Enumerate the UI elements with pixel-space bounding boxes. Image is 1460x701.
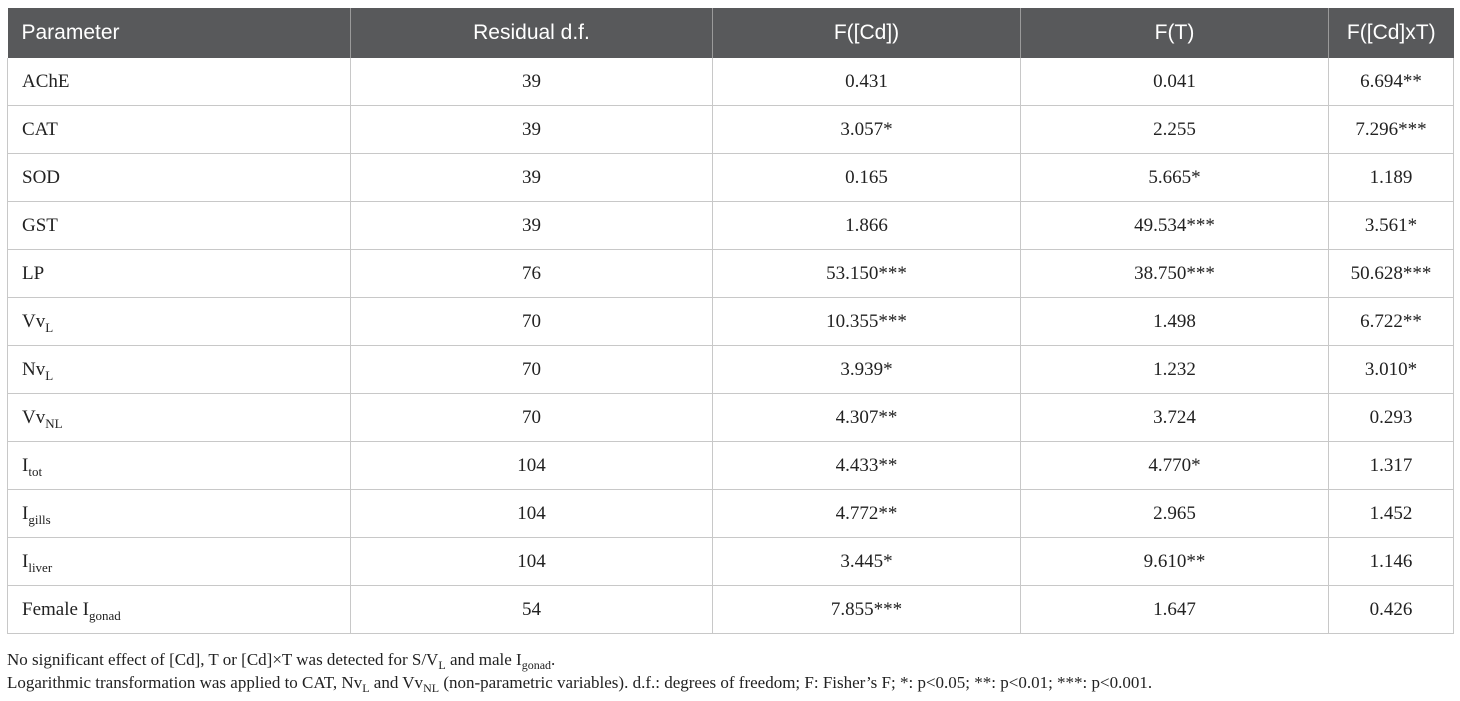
table-row xyxy=(8,586,1454,634)
cell-f-cd: 0.165 xyxy=(713,154,1021,202)
cell-f-cd: 1.866 xyxy=(713,202,1021,250)
cell-residual-df: 70 xyxy=(351,298,713,346)
cell-parameter xyxy=(8,250,351,298)
header-f-cd: F([Cd]) xyxy=(713,8,1021,58)
cell-residual-df: 104 xyxy=(351,490,713,538)
table-container xyxy=(7,8,1453,634)
parameter-name: I xyxy=(22,454,29,476)
table-row xyxy=(8,202,1454,250)
cell-residual-df: 39 xyxy=(351,106,713,154)
parameter-name: I xyxy=(22,502,29,524)
cell-f-t: 38.750*** xyxy=(1021,250,1329,298)
cell-parameter xyxy=(8,298,351,346)
cell-residual-df: 70 xyxy=(351,394,713,442)
cell-residual-df: 39 xyxy=(351,154,713,202)
cell-f-t: 0.041 xyxy=(1021,58,1329,106)
cell-f-cdxt: 6.722** xyxy=(1329,298,1454,346)
parameter-name: Female I xyxy=(22,598,90,620)
cell-f-cd: 4.772** xyxy=(713,490,1021,538)
cell-f-cd: 10.355*** xyxy=(713,298,1021,346)
table-row xyxy=(8,394,1454,442)
header-f-cdxt: F([Cd]xT) xyxy=(1329,8,1454,58)
parameter-subscript: gills xyxy=(28,511,51,527)
table-row xyxy=(8,250,1454,298)
table-row xyxy=(8,106,1454,154)
cell-f-cd: 53.150*** xyxy=(713,250,1021,298)
cell-f-cdxt: 3.010* xyxy=(1329,346,1454,394)
table-row xyxy=(8,490,1454,538)
cell-parameter xyxy=(8,154,351,202)
cell-f-cd: 3.057* xyxy=(713,106,1021,154)
footnote-line-2 xyxy=(7,671,1453,694)
table-body xyxy=(8,58,1454,634)
footnote-1-sub-a: L xyxy=(438,658,446,672)
parameter-subscript: NL xyxy=(45,415,63,431)
cell-f-cdxt: 0.293 xyxy=(1329,394,1454,442)
header-row xyxy=(8,8,1454,58)
footnote-2-text-a: Logarithmic transformation was applied to CAT, Nv xyxy=(7,673,363,692)
cell-parameter xyxy=(8,106,351,154)
header-f-t: F(T) xyxy=(1021,8,1329,58)
footnote-1-sub-b: gonad xyxy=(521,658,552,672)
cell-f-cd: 0.431 xyxy=(713,58,1021,106)
parameter-subscript: gonad xyxy=(89,607,121,623)
cell-residual-df: 104 xyxy=(351,538,713,586)
header-parameter: Parameter xyxy=(8,8,351,58)
cell-f-t: 2.255 xyxy=(1021,106,1329,154)
table-footnotes xyxy=(7,648,1453,694)
cell-parameter xyxy=(8,394,351,442)
table-row xyxy=(8,442,1454,490)
parameter-name: GST xyxy=(22,214,58,236)
footnote-2-text-b: and Vv xyxy=(369,673,424,692)
cell-f-t: 1.647 xyxy=(1021,586,1329,634)
cell-f-t: 4.770* xyxy=(1021,442,1329,490)
cell-f-t: 9.610** xyxy=(1021,538,1329,586)
cell-parameter xyxy=(8,58,351,106)
cell-residual-df: 70 xyxy=(351,346,713,394)
parameter-name: SOD xyxy=(22,166,61,188)
cell-residual-df: 76 xyxy=(351,250,713,298)
cell-f-cdxt: 7.296*** xyxy=(1329,106,1454,154)
cell-f-t: 1.232 xyxy=(1021,346,1329,394)
cell-f-cd: 3.445* xyxy=(713,538,1021,586)
table-row xyxy=(8,58,1454,106)
footnote-line-1 xyxy=(7,648,1453,671)
cell-f-cd: 7.855*** xyxy=(713,586,1021,634)
cell-f-cd: 3.939* xyxy=(713,346,1021,394)
cell-f-t: 3.724 xyxy=(1021,394,1329,442)
cell-f-cdxt: 50.628*** xyxy=(1329,250,1454,298)
cell-f-cdxt: 0.426 xyxy=(1329,586,1454,634)
anova-results-table xyxy=(7,8,1454,634)
cell-f-cdxt: 1.146 xyxy=(1329,538,1454,586)
parameter-name: AChE xyxy=(22,70,70,92)
table-row xyxy=(8,538,1454,586)
parameter-name: Vv xyxy=(22,310,46,332)
parameter-name: LP xyxy=(22,262,45,284)
cell-f-t: 1.498 xyxy=(1021,298,1329,346)
parameter-name: Vv xyxy=(22,406,46,428)
cell-residual-df: 54 xyxy=(351,586,713,634)
footnote-2-text-c: (non-parametric variables). d.f.: degrees of freedom; F: Fisher’s F; *: p<0.05; **: p<0.01; ***: p<0.001. xyxy=(439,673,1153,692)
table-row xyxy=(8,346,1454,394)
table-row xyxy=(8,154,1454,202)
table-header xyxy=(8,8,1454,58)
cell-f-cdxt: 1.452 xyxy=(1329,490,1454,538)
cell-residual-df: 39 xyxy=(351,58,713,106)
parameter-name: Nv xyxy=(22,358,46,380)
cell-parameter xyxy=(8,202,351,250)
parameter-subscript: L xyxy=(45,319,54,335)
footnote-1-text-a: No significant effect of [Cd], T or [Cd]×T was detected for S/V xyxy=(7,650,439,669)
footnote-1-text-c: . xyxy=(551,650,556,669)
cell-f-t: 5.665* xyxy=(1021,154,1329,202)
footnote-2-sub-a: L xyxy=(362,681,370,695)
cell-parameter xyxy=(8,346,351,394)
cell-f-cd: 4.307** xyxy=(713,394,1021,442)
cell-f-t: 49.534*** xyxy=(1021,202,1329,250)
cell-f-cdxt: 3.561* xyxy=(1329,202,1454,250)
footnote-2-sub-b: NL xyxy=(423,681,440,695)
cell-residual-df: 104 xyxy=(351,442,713,490)
header-residual-df: Residual d.f. xyxy=(351,8,713,58)
cell-parameter xyxy=(8,538,351,586)
parameter-name: CAT xyxy=(22,118,58,140)
cell-parameter xyxy=(8,586,351,634)
cell-f-cdxt: 1.317 xyxy=(1329,442,1454,490)
parameter-name: I xyxy=(22,550,29,572)
parameter-subscript: L xyxy=(45,367,54,383)
cell-residual-df: 39 xyxy=(351,202,713,250)
parameter-subscript: liver xyxy=(28,559,53,575)
cell-f-cd: 4.433** xyxy=(713,442,1021,490)
cell-parameter xyxy=(8,490,351,538)
cell-f-t: 2.965 xyxy=(1021,490,1329,538)
cell-f-cdxt: 1.189 xyxy=(1329,154,1454,202)
footnote-1-text-b: and male I xyxy=(445,650,522,669)
cell-f-cdxt: 6.694** xyxy=(1329,58,1454,106)
table-row xyxy=(8,298,1454,346)
parameter-subscript: tot xyxy=(28,463,43,479)
cell-parameter xyxy=(8,442,351,490)
